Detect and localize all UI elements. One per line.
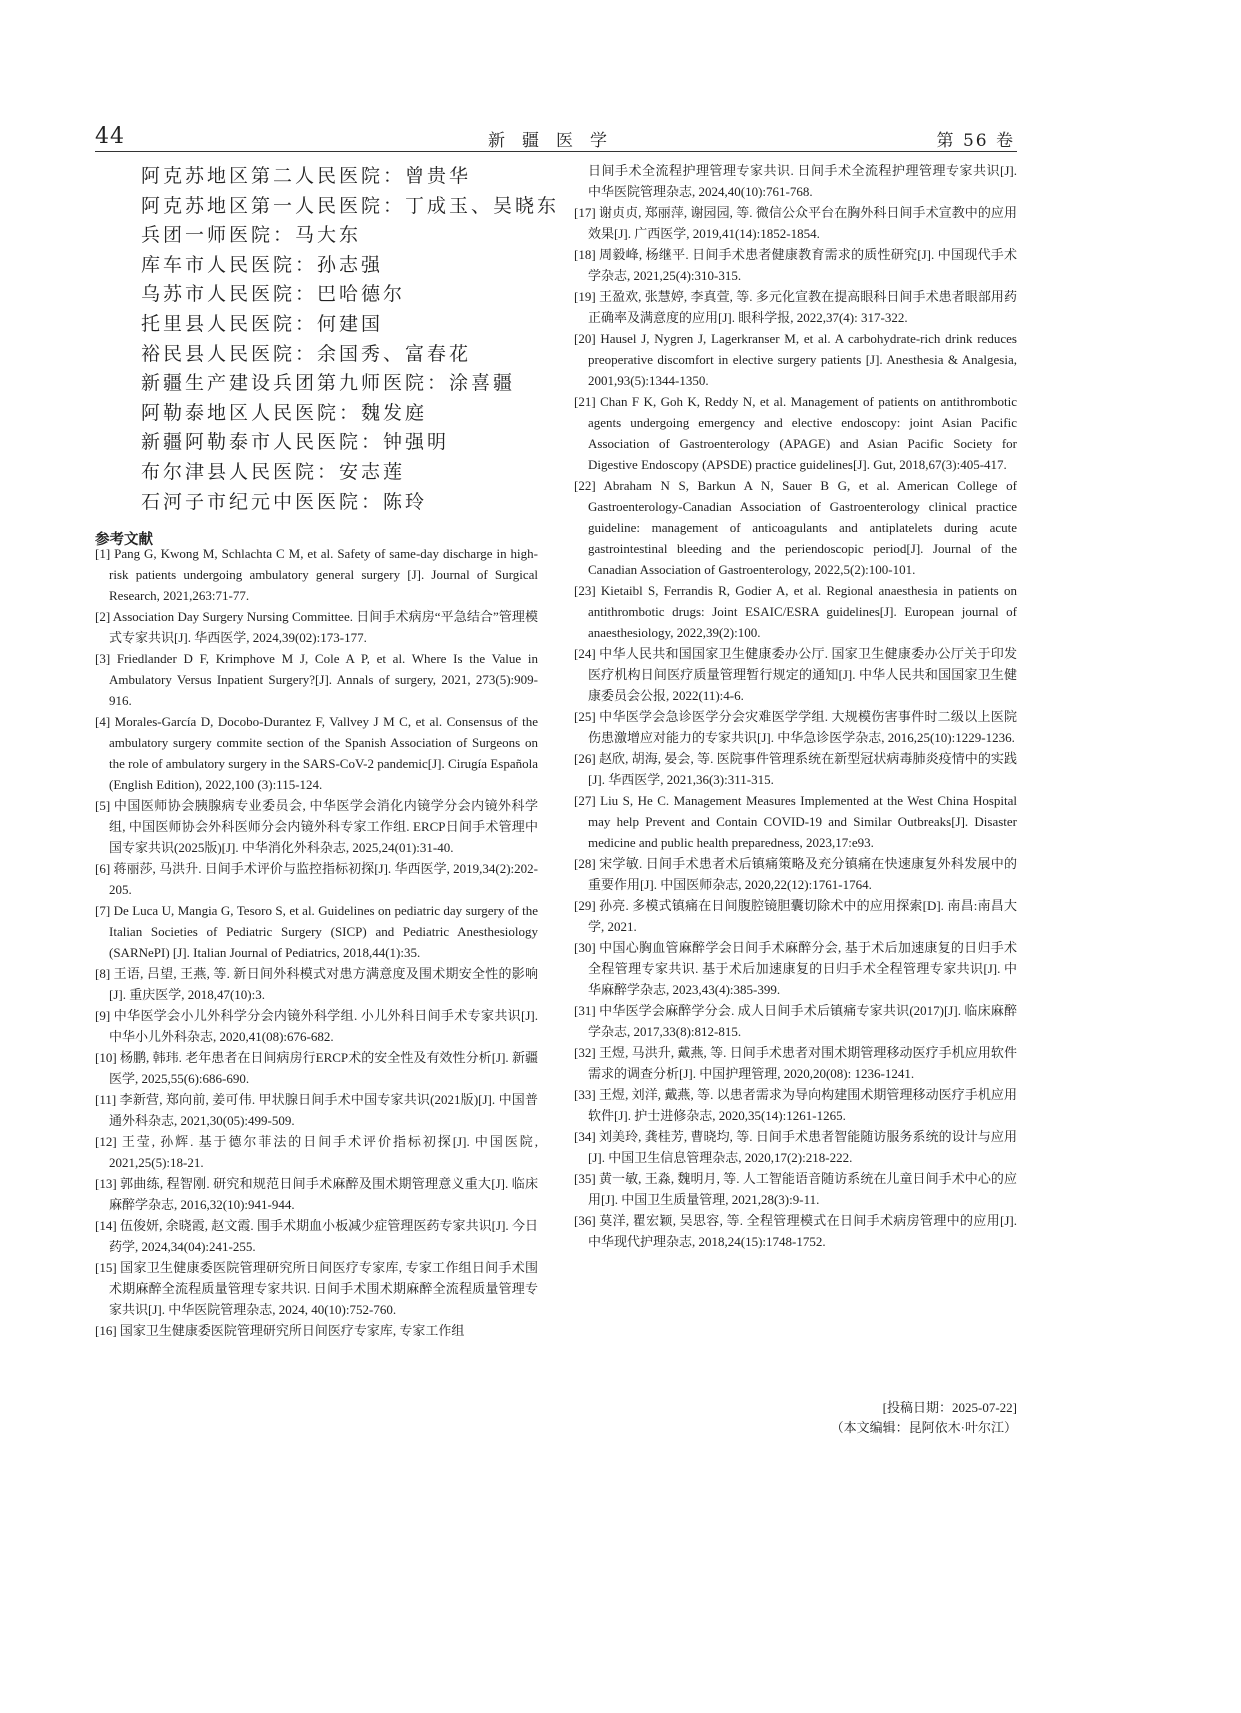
reference-item: [21] Chan F K, Goh K, Reddy N, et al. Management of patients on antithrombotic agents undergoing emergency and elective endoscopy: joint Asian Pacific Association of Gastroenterology (APAGE) and Asian Pacific Society for Digestive Endoscopy (APSDE) practice guidelines[J]. Gut, 2018,67(3):405-417. xyxy=(574,394,1017,472)
reference-item: [15] 国家卫生健康委医院管理研究所日间医疗专家库, 专家工作组日间手术围术期麻醉全流程质量管理专家共识. 日间手术围术期麻醉全流程质量管理专家共识[J]. 中华医院管理杂志, 2024, 40(10):752-760. xyxy=(95,1260,538,1317)
reference-item: [34] 刘美玲, 龚桂芳, 曹晓均, 等. 日间手术患者智能随访服务系统的设计与应用[J]. 中国卫生信息管理杂志, 2020,17(2):218-222. xyxy=(574,1129,1017,1165)
reference-item: [8] 王语, 吕望, 王燕, 等. 新日间外科模式对患方满意度及围术期安全性的影响[J]. 重庆医学, 2018,47(10):3. xyxy=(95,966,538,1002)
submission-date: [投稿日期：2025-07-22] xyxy=(882,1400,1017,1415)
reference-item: [4] Morales-García D, Docobo-Durantez F, Vallvey J M C, et al. Consensus of the ambulatory surgery commite section of the Spanish Association of Surgeons on the role of ambulatory surgery in the SARS-CoV-2 pandemic[J]. Cirugía Española (English Edition), 2022,100 (3):115-124. xyxy=(95,714,538,792)
running-header xyxy=(95,124,1017,150)
reference-item: [18] 周毅峰, 杨继平. 日间手术患者健康教育需求的质性研究[J]. 中国现代手术学杂志, 2021,25(4):310-315. xyxy=(574,247,1017,283)
reference-item: [25] 中华医学会急诊医学分会灾难医学学组. 大规模伤害事件时二级以上医院伤患激增应对能力的专家共识[J]. 中华急诊医学杂志, 2016,25(10):1229-1236. xyxy=(574,709,1017,745)
hospital-item: 阿勒泰地区人民医院：魏发庭 xyxy=(141,401,428,424)
reference-item: [17] 谢贞贞, 郑丽萍, 谢园园, 等. 微信公众平台在胸外科日间手术宣教中的应用效果[J]. 广西医学, 2019,41(14):1852-1854. xyxy=(574,205,1017,241)
reference-item: [14] 伍俊妍, 余晓霞, 赵文霞. 围手术期血小板减少症管理医药专家共识[J]. 今日药学, 2024,34(04):241-255. xyxy=(95,1218,538,1254)
reference-item: [12] 王莹, 孙辉. 基于德尔菲法的日间手术评价指标初探[J]. 中国医院, 2021,25(5):18-21. xyxy=(95,1134,538,1170)
references-right-column xyxy=(574,160,1017,1252)
hospital-item: 阿克苏地区第一人民医院：丁成玉、吴晓东 xyxy=(141,194,560,217)
reference-item: [29] 孙亮. 多模式镇痛在日间腹腔镜胆囊切除术中的应用探索[D]. 南昌:南昌大学, 2021. xyxy=(574,898,1017,934)
hospital-item: 库车市人民医院：孙志强 xyxy=(141,253,384,276)
reference-continuation: 日间手术全流程护理管理专家共识. 日间手术全流程护理管理专家共识[J]. 中华医院管理杂志, 2024,40(10):761-768. xyxy=(588,163,1017,199)
reference-item: [6] 蒋丽莎, 马洪升. 日间手术评价与监控指标初探[J]. 华西医学, 2019,34(2):202-205. xyxy=(95,861,538,897)
reference-item: [13] 郭曲练, 程智刚. 研究和规范日间手术麻醉及围术期管理意义重大[J]. 临床麻醉学杂志, 2016,32(10):941-944. xyxy=(95,1176,538,1212)
reference-item: [2] Association Day Surgery Nursing Committee. 日间手术病房“平急结合”管理模式专家共识[J]. 华西医学, 2024,39(02):173-177. xyxy=(95,609,538,645)
hospital-item: 裕民县人民医院：余国秀、富春花 xyxy=(141,342,472,365)
hospital-item: 兵团一师医院：马大东 xyxy=(141,224,362,247)
reference-item: [35] 黄一敏, 王淼, 魏明月, 等. 人工智能语音随访系统在儿童日间手术中心的应用[J]. 中国卫生质量管理, 2021,28(3):9-11. xyxy=(574,1171,1017,1207)
reference-item: [16] 国家卫生健康委医院管理研究所日间医疗专家库, 专家工作组 xyxy=(95,1323,465,1338)
volume-label: 第 56 卷 xyxy=(936,131,1015,151)
header-rule xyxy=(95,151,1017,152)
reference-item: [22] Abraham N S, Barkun A N, Sauer B G, et al. American College of Gastroenterology-Canadian Association of Gastroenterology clinical practice guideline: management of anticoagulants and antiplatelets during acute gastrointestinal bleeding and the periendoscopic period[J]. Journal of the Canadian Association of Gastroenterology, 2022,5(2):100-101. xyxy=(574,478,1017,577)
hospital-item: 石河子市纪元中医医院：陈玲 xyxy=(141,490,428,513)
references-left-column xyxy=(95,543,538,1341)
reference-item: [10] 杨鹏, 韩玮. 老年患者在日间病房行ERCP术的安全性及有效性分析[J]. 新疆医学, 2025,55(6):686-690. xyxy=(95,1050,538,1086)
editor-credit: （本文编辑：昆阿依木·叶尔江） xyxy=(830,1420,1017,1435)
reference-item: [11] 李新营, 郑向前, 姜可伟. 甲状腺日间手术中国专家共识(2021版)[J]. 中国普通外科杂志, 2021,30(05):499-509. xyxy=(95,1092,538,1128)
reference-item: [19] 王盈欢, 张慧婷, 李真萱, 等. 多元化宣教在提高眼科日间手术患者眼部用药正确率及满意度的应用[J]. 眼科学报, 2022,37(4): 317-322. xyxy=(574,289,1017,325)
hospital-item: 新疆生产建设兵团第九师医院：涂喜疆 xyxy=(141,372,516,395)
reference-item: [23] Kietaibl S, Ferrandis R, Godier A, et al. Regional anaesthesia in patients on antithrombotic drugs: Joint ESAIC/ESRA guidelines[J]. European journal of anaesthesiology, 2022,39(2):100. xyxy=(574,583,1017,640)
reference-item: [32] 王煜, 马洪升, 戴燕, 等. 日间手术患者对围术期管理移动医疗手机应用软件需求的调查分析[J]. 中国护理管理, 2020,20(08): 1236-1241. xyxy=(574,1045,1017,1081)
reference-item: [24] 中华人民共和国国家卫生健康委办公厅. 国家卫生健康委办公厅关于印发医疗机构日间医疗质量管理暂行规定的通知[J]. 中华人民共和国国家卫生健康委员会公报, 2022(11):4-6. xyxy=(574,646,1017,703)
hospital-item: 新疆阿勒泰市人民医院：钟强明 xyxy=(141,431,450,454)
reference-item: [7] De Luca U, Mangia G, Tesoro S, et al. Guidelines on pediatric day surgery of the Italian Societies of Pediatric Surgery (SICP) and Pediatric Anesthesiology (SARNePI) [J]. Italian Journal of Pediatrics, 2018,44(1):35. xyxy=(95,903,538,960)
hospital-list xyxy=(141,162,559,517)
reference-item: [28] 宋学敏. 日间手术患者术后镇痛策略及充分镇痛在快速康复外科发展中的重要作用[J]. 中国医师杂志, 2020,22(12):1761-1764. xyxy=(574,856,1017,892)
journal-title: 新疆医学 xyxy=(488,131,624,151)
reference-item: [27] Liu S, He C. Management Measures Implemented at the West China Hospital may help Prevent and Contain COVID-19 and Similar Outbreaks[J]. Disaster medicine and public health preparedness, 2023,17:e93. xyxy=(574,793,1017,850)
reference-item: [1] Pang G, Kwong M, Schlachta C M, et al. Safety of same-day discharge in high-risk patients undergoing ambulatory general surgery [J]. Journal of Surgical Research, 2021,263:71-77. xyxy=(95,546,538,603)
reference-item: [5] 中国医师协会胰腺病专业委员会, 中华医学会消化内镜学分会内镜外科学组, 中国医师协会外科医师分会内镜外科专家工作组. ERCP日间手术管理中国专家共识(2025版)[J]. 中华消化外科杂志, 2025,24(01):31-40. xyxy=(95,798,538,855)
reference-item: [30] 中国心胸血管麻醉学会日间手术麻醉分会, 基于术后加速康复的日归手术全程管理专家共识. 基于术后加速康复的日归手术全程管理专家共识[J]. 中华麻醉学杂志, 2023,43(4):385-399. xyxy=(574,940,1017,997)
hospital-item: 乌苏市人民医院：巴哈德尔 xyxy=(141,283,406,306)
reference-item: [31] 中华医学会麻醉学分会. 成人日间手术后镇痛专家共识(2017)[J]. 临床麻醉学杂志, 2017,33(8):812-815. xyxy=(574,1003,1017,1039)
reference-item: [20] Hausel J, Nygren J, Lagerkranser M, et al. A carbohydrate-rich drink reduces preoperative discomfort in elective surgery patients [J]. Anesthesia & Analgesia, 2001,93(5):1344-1350. xyxy=(574,331,1017,388)
hospital-item: 布尔津县人民医院：安志莲 xyxy=(141,460,406,483)
reference-item: [3] Friedlander D F, Krimphove M J, Cole A P, et al. Where Is the Value in Ambulatory Versus Inpatient Surgery?[J]. Annals of surgery, 2021, 273(5):909-916. xyxy=(95,651,538,708)
page-number: 44 xyxy=(95,124,125,149)
reference-item: [36] 莫洋, 瞿宏颖, 吴思容, 等. 全程管理模式在日间手术病房管理中的应用[J]. 中华现代护理杂志, 2018,24(15):1748-1752. xyxy=(574,1213,1017,1249)
hospital-item: 阿克苏地区第二人民医院：曾贵华 xyxy=(141,165,472,187)
hospital-item: 托里县人民医院：何建国 xyxy=(141,312,384,335)
reference-item: [9] 中华医学会小儿外科学分会内镜外科学组. 小儿外科日间手术专家共识[J]. 中华小儿外科杂志, 2020,41(08):676-682. xyxy=(95,1008,538,1044)
reference-item: [26] 赵欣, 胡海, 晏会, 等. 医院事件管理系统在新型冠状病毒肺炎疫情中的实践[J]. 华西医学, 2021,36(3):311-315. xyxy=(574,751,1017,787)
reference-item: [33] 王煜, 刘洋, 戴燕, 等. 以患者需求为导向构建围术期管理移动医疗手机应用软件[J]. 护士进修杂志, 2020,35(14):1261-1265. xyxy=(574,1087,1017,1123)
references-heading: 参考文献 xyxy=(95,532,153,548)
